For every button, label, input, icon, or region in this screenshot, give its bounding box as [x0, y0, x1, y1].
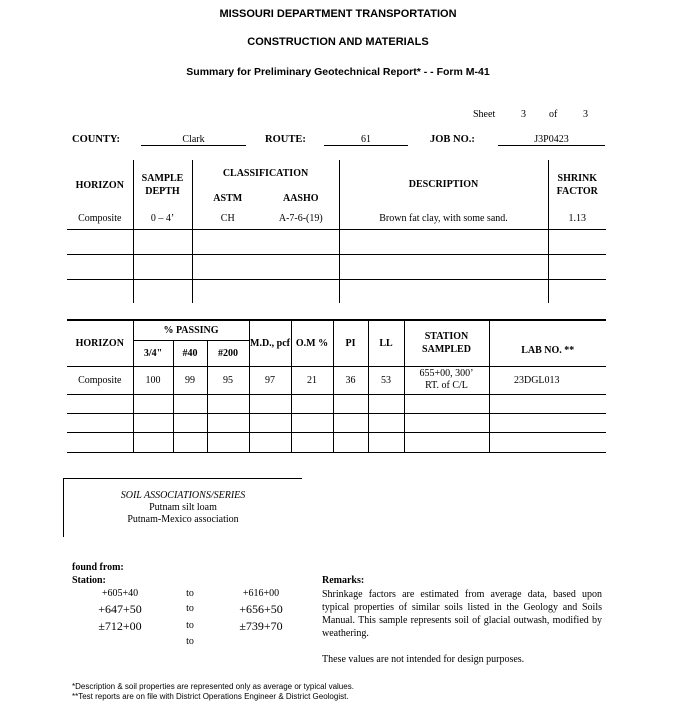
header-classification: CLASSIFICATION: [192, 160, 339, 187]
cell-aasho: A-7-6-(19): [263, 209, 339, 229]
header-station: STATION SAMPLED: [404, 320, 489, 366]
table-row: [67, 209, 606, 229]
sheet-of-label: of: [549, 109, 558, 120]
header-lab: LAB NO. **: [489, 320, 606, 366]
job-value: J3P0423: [498, 134, 605, 146]
remarks-note: These values are not intended for design purposes.: [322, 654, 525, 665]
station-from: +647+50: [98, 602, 142, 616]
header-title: MISSOURI DEPARTMENT TRANSPORTATION: [219, 8, 457, 20]
table-row: [67, 413, 606, 432]
header-subtitle: CONSTRUCTION AND MATERIALS: [247, 36, 429, 48]
cell-horizon: Composite: [67, 366, 133, 394]
sheet-number: 3: [521, 109, 526, 120]
header-description: DESCRIPTION: [339, 160, 548, 209]
table-row: [67, 229, 606, 254]
header-shrink-factor: SHRINK FACTOR: [548, 160, 606, 209]
station-range-row: [80, 636, 340, 650]
route-value: 61: [324, 134, 408, 146]
remarks-label: Remarks:: [322, 575, 365, 586]
station-range-row: [80, 588, 340, 602]
table-row: [67, 279, 606, 303]
header-passing: % PASSING: [133, 320, 249, 340]
cell-lab: 23DGL013: [489, 366, 584, 394]
sheet-total: 3: [583, 109, 588, 120]
header-p34: 3/4": [133, 340, 173, 366]
station-to: ±739+70: [239, 619, 283, 633]
cell-pi: 36: [333, 366, 368, 394]
station-to: +616+00: [242, 588, 280, 599]
remarks-text: Shrinkage factors are estimated from average data, based upon typical properties of similar soils listed in the Geology and Soils Manual. This sample represents soil of glacial outwash, modified by weathering.: [322, 589, 602, 639]
header-om: O.M %: [291, 320, 333, 366]
county-label: COUNTY:: [72, 134, 121, 145]
station-to-word: to: [186, 620, 194, 631]
station-from: ±712+00: [98, 619, 142, 633]
station-ranges: [80, 588, 340, 650]
header-p40: #40: [173, 340, 207, 366]
cell-station-line1: 655+00, 300’: [419, 368, 474, 379]
soil-line2: Putnam-Mexico association: [127, 514, 239, 525]
route-label: ROUTE:: [265, 134, 306, 145]
station-range-row: [80, 619, 340, 636]
cell-om: 21: [291, 366, 333, 394]
station-to-word: to: [186, 603, 194, 614]
test-results-table: [67, 319, 606, 453]
header-aasho: AASHO: [282, 192, 319, 204]
cell-depth: 0 – 4’: [133, 209, 192, 229]
form-title: Summary for Preliminary Geotechnical Report* - - Form M-41: [186, 66, 490, 78]
header-md: M.D., pcf: [249, 320, 291, 366]
sheet-label: Sheet: [473, 109, 496, 120]
classification-table: [67, 160, 606, 303]
header-sample-depth: SAMPLE DEPTH: [133, 160, 192, 209]
cell-station: [404, 366, 489, 394]
table-row: [67, 254, 606, 279]
cell-p40: 99: [173, 366, 207, 394]
header-horizon: HORIZON: [75, 180, 124, 191]
cell-md: 97: [249, 366, 291, 394]
cell-station-line2: RT. of C/L: [425, 380, 468, 391]
station-label: Station:: [72, 575, 106, 586]
header-astm: ASTM: [192, 187, 263, 209]
station-to-word: to: [186, 636, 194, 647]
soil-title: SOIL ASSOCIATIONS/SERIES: [120, 490, 246, 501]
station-from: +605+40: [101, 588, 139, 599]
table-row: [67, 432, 606, 452]
soil-line1: Putnam silt loam: [149, 502, 217, 513]
cell-ll: 53: [368, 366, 404, 394]
county-value: Clark: [141, 134, 246, 146]
station-to: +656+50: [239, 602, 283, 616]
job-label: JOB NO.:: [430, 134, 475, 145]
table-row: [67, 394, 606, 413]
header-p200: #200: [207, 340, 249, 366]
cell-shrink: 1.13: [548, 209, 606, 229]
station-to-word: to: [186, 588, 194, 599]
cell-p34: 100: [133, 366, 173, 394]
station-range-row: [80, 602, 340, 619]
cell-astm: CH: [192, 209, 263, 229]
footnote-2: **Test reports are on file with District Operations Engineer & District Geologist.: [72, 692, 349, 701]
cell-description: Brown fat clay, with some sand.: [339, 209, 548, 229]
footnote-1: *Description & soil properties are represented only as average or typical values.: [72, 682, 354, 691]
header-ll: LL: [368, 320, 404, 366]
header-pi: PI: [333, 320, 368, 366]
found-from-label: found from:: [72, 562, 124, 573]
header-horizon-2: HORIZON: [75, 337, 124, 349]
cell-p200: 95: [207, 366, 249, 394]
table-row: [67, 366, 606, 394]
soil-associations-box: [63, 478, 302, 537]
cell-horizon: Composite: [67, 209, 133, 229]
